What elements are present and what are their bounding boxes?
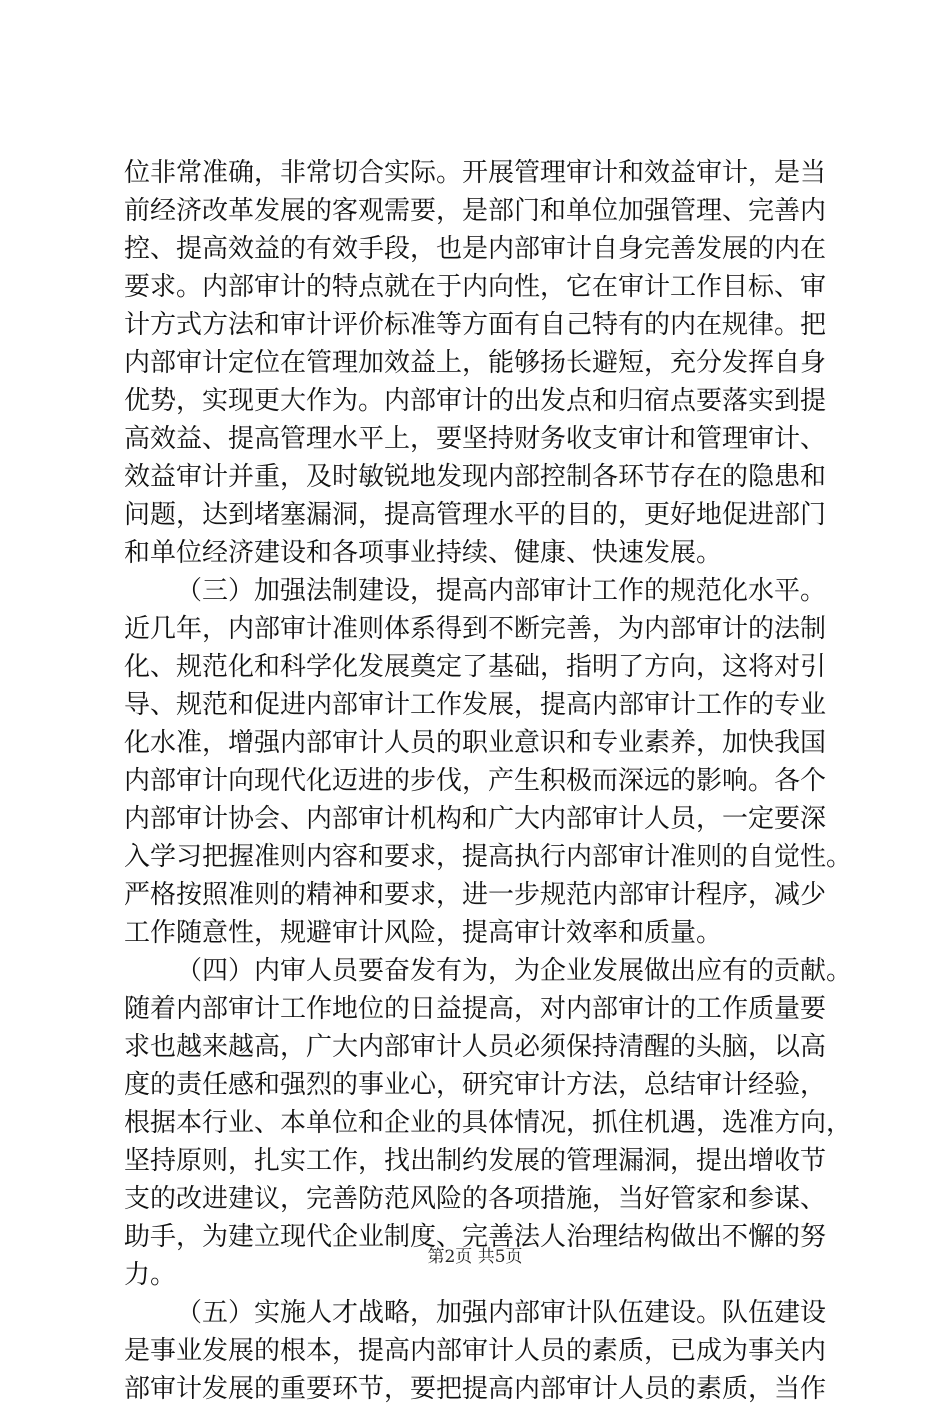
page-number-footer: 第2页 共5页 — [427, 1247, 523, 1267]
text-line: 部审计发展的重要环节，要把提高内部审计人员的素质，当作 — [124, 1374, 827, 1404]
text-line: 随着内部审计工作地位的日益提高，对内部审计的工作质量要 — [124, 994, 827, 1024]
body-text — [124, 154, 853, 1408]
text-line: 根据本行业、本单位和企业的具体情况，抓住机遇，选准方向， — [124, 1108, 853, 1138]
section-heading-3: （三）加强法制建设，提高内部审计工作的规范化水平。 — [176, 576, 827, 606]
text-line: 近几年，内部审计准则体系得到不断完善，为内部审计的法制 — [124, 614, 827, 644]
text-line: 助手，为建立现代企业制度、完善法人治理结构做出不懈的努 — [124, 1222, 827, 1252]
text-line: 严格按照准则的精神和要求，进一步规范内部审计程序，减少 — [124, 880, 827, 910]
text-line: 要求。内部审计的特点就在于内向性，它在审计工作目标、审 — [124, 272, 827, 302]
text-line: 内部审计定位在管理加效益上，能够扬长避短，充分发挥自身 — [124, 348, 827, 378]
text-line: 内部审计向现代化迈进的步伐，产生积极而深远的影响。各个 — [124, 766, 827, 796]
text-line: 力。 — [124, 1260, 177, 1290]
text-line: 内部审计协会、内部审计机构和广大内部审计人员，一定要深 — [124, 804, 827, 834]
text-line: 控、提高效益的有效手段，也是内部审计自身完善发展的内在 — [124, 234, 827, 264]
text-line: 前经济改革发展的客观需要，是部门和单位加强管理、完善内 — [124, 196, 827, 226]
text-line: 入学习把握准则内容和要求，提高执行内部审计准则的自觉性。 — [124, 842, 853, 872]
text-line: 优势，实现更大作为。内部审计的出发点和归宿点要落实到提 — [124, 386, 827, 416]
text-line: 坚持原则，扎实工作，找出制约发展的管理漏洞，提出增收节 — [124, 1146, 827, 1176]
text-line: 化水准，增强内部审计人员的职业意识和专业素养，加快我国 — [124, 728, 827, 758]
text-line: 是事业发展的根本，提高内部审计人员的素质，已成为事关内 — [124, 1336, 827, 1366]
text-line: 支的改进建议，完善防范风险的各项措施，当好管家和参谋、 — [124, 1184, 827, 1214]
text-line: 求也越来越高，广大内部审计人员必须保持清醒的头脑，以高 — [124, 1032, 827, 1062]
text-line: 计方式方法和审计评价标准等方面有自己特有的内在规律。把 — [124, 310, 827, 340]
section-heading-5: （五）实施人才战略，加强内部审计队伍建设。队伍建设 — [176, 1298, 827, 1328]
text-line: 位非常准确，非常切合实际。开展管理审计和效益审计，是当 — [124, 158, 827, 188]
text-line: 导、规范和促进内部审计工作发展，提高内部审计工作的专业 — [124, 690, 827, 720]
section-heading-4: （四）内审人员要奋发有为，为企业发展做出应有的贡献。 — [176, 956, 853, 986]
text-line: 效益审计并重，及时敏锐地发现内部控制各环节存在的隐患和 — [124, 462, 827, 492]
text-line: 工作随意性，规避审计风险，提高审计效率和质量。 — [124, 918, 723, 948]
text-line: 问题，达到堵塞漏洞，提高管理水平的目的，更好地促进部门 — [124, 500, 827, 530]
text-line: 高效益、提高管理水平上，要坚持财务收支审计和管理审计、 — [124, 424, 827, 454]
text-line: 化、规范化和科学化发展奠定了基础，指明了方向，这将对引 — [124, 652, 827, 682]
text-line: 度的责任感和强烈的事业心，研究审计方法，总结审计经验， — [124, 1070, 827, 1100]
text-line: 和单位经济建设和各项事业持续、健康、快速发展。 — [124, 538, 723, 568]
